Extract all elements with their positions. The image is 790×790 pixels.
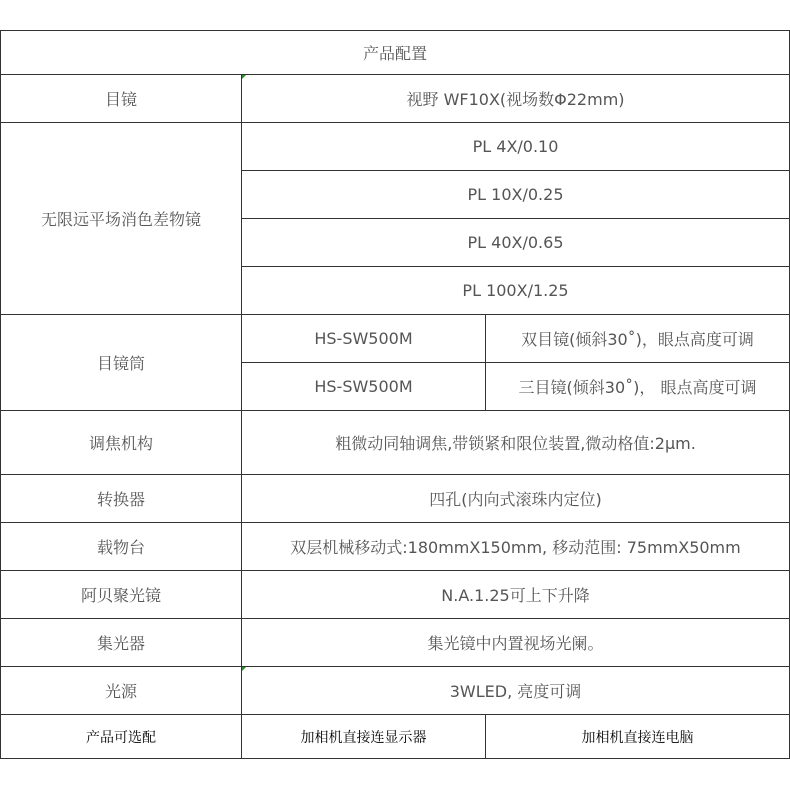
row-value-focus: 粗微动同轴调焦,带锁紧和限位装置,微动格值:2μm. — [242, 411, 790, 475]
row-label-eyepiece: 目镜 — [1, 75, 242, 123]
row-value-nosepiece: 四孔(内向式滚珠内定位) — [242, 475, 790, 523]
row-value-objective-1: PL 4X/0.10 — [242, 123, 790, 171]
light-value-text: 3WLED, 亮度可调 — [449, 682, 582, 701]
spec-table — [0, 30, 790, 759]
row-label-optional: 产品可选配 — [1, 715, 242, 759]
table-row — [1, 75, 790, 123]
table-row — [1, 715, 790, 759]
row-label-stage: 载物台 — [1, 523, 242, 571]
row-label-abbe: 阿贝聚光镜 — [1, 571, 242, 619]
row-label-nosepiece: 转换器 — [1, 475, 242, 523]
row-value-light — [242, 667, 790, 715]
table-row — [1, 411, 790, 475]
row-label-tube: 目镜筒 — [1, 315, 242, 411]
row-label-focus: 调焦机构 — [1, 411, 242, 475]
row-value-objective-3: PL 40X/0.65 — [242, 219, 790, 267]
row-value-tube-desc-1: 双目镜(倾斜30˚)，眼点高度可调 — [486, 315, 790, 363]
row-value-tube-model-2: HS-SW500M — [242, 363, 486, 411]
row-value-optional-2: 加相机直接连电脑 — [486, 715, 790, 759]
row-value-stage: 双层机械移动式:180mmX150mm, 移动范围: 75mmX50mm — [242, 523, 790, 571]
row-value-tube-model-1: HS-SW500M — [242, 315, 486, 363]
table-row — [1, 667, 790, 715]
eyepiece-value-text: 视野 WF10X(视场数Φ22mm) — [406, 90, 625, 109]
table-row — [1, 523, 790, 571]
table-row — [1, 619, 790, 667]
table-row — [1, 475, 790, 523]
table-header-row — [1, 31, 790, 75]
table-header: 产品配置 — [1, 31, 790, 75]
row-value-optional-1: 加相机直接连显示器 — [242, 715, 486, 759]
row-label-condenser: 集光器 — [1, 619, 242, 667]
row-label-light: 光源 — [1, 667, 242, 715]
row-value-eyepiece — [242, 75, 790, 123]
cell-marker-icon — [242, 75, 246, 79]
row-value-tube-desc-2: 三目镜(倾斜30˚)， 眼点高度可调 — [486, 363, 790, 411]
row-value-objective-4: PL 100X/1.25 — [242, 267, 790, 315]
table-row — [1, 123, 790, 171]
cell-marker-icon — [242, 667, 246, 671]
table-row — [1, 571, 790, 619]
row-label-objective: 无限远平场消色差物镜 — [1, 123, 242, 315]
row-value-abbe: N.A.1.25可上下升降 — [242, 571, 790, 619]
row-value-condenser: 集光镜中内置视场光阑。 — [242, 619, 790, 667]
row-value-objective-2: PL 10X/0.25 — [242, 171, 790, 219]
table-row — [1, 315, 790, 363]
